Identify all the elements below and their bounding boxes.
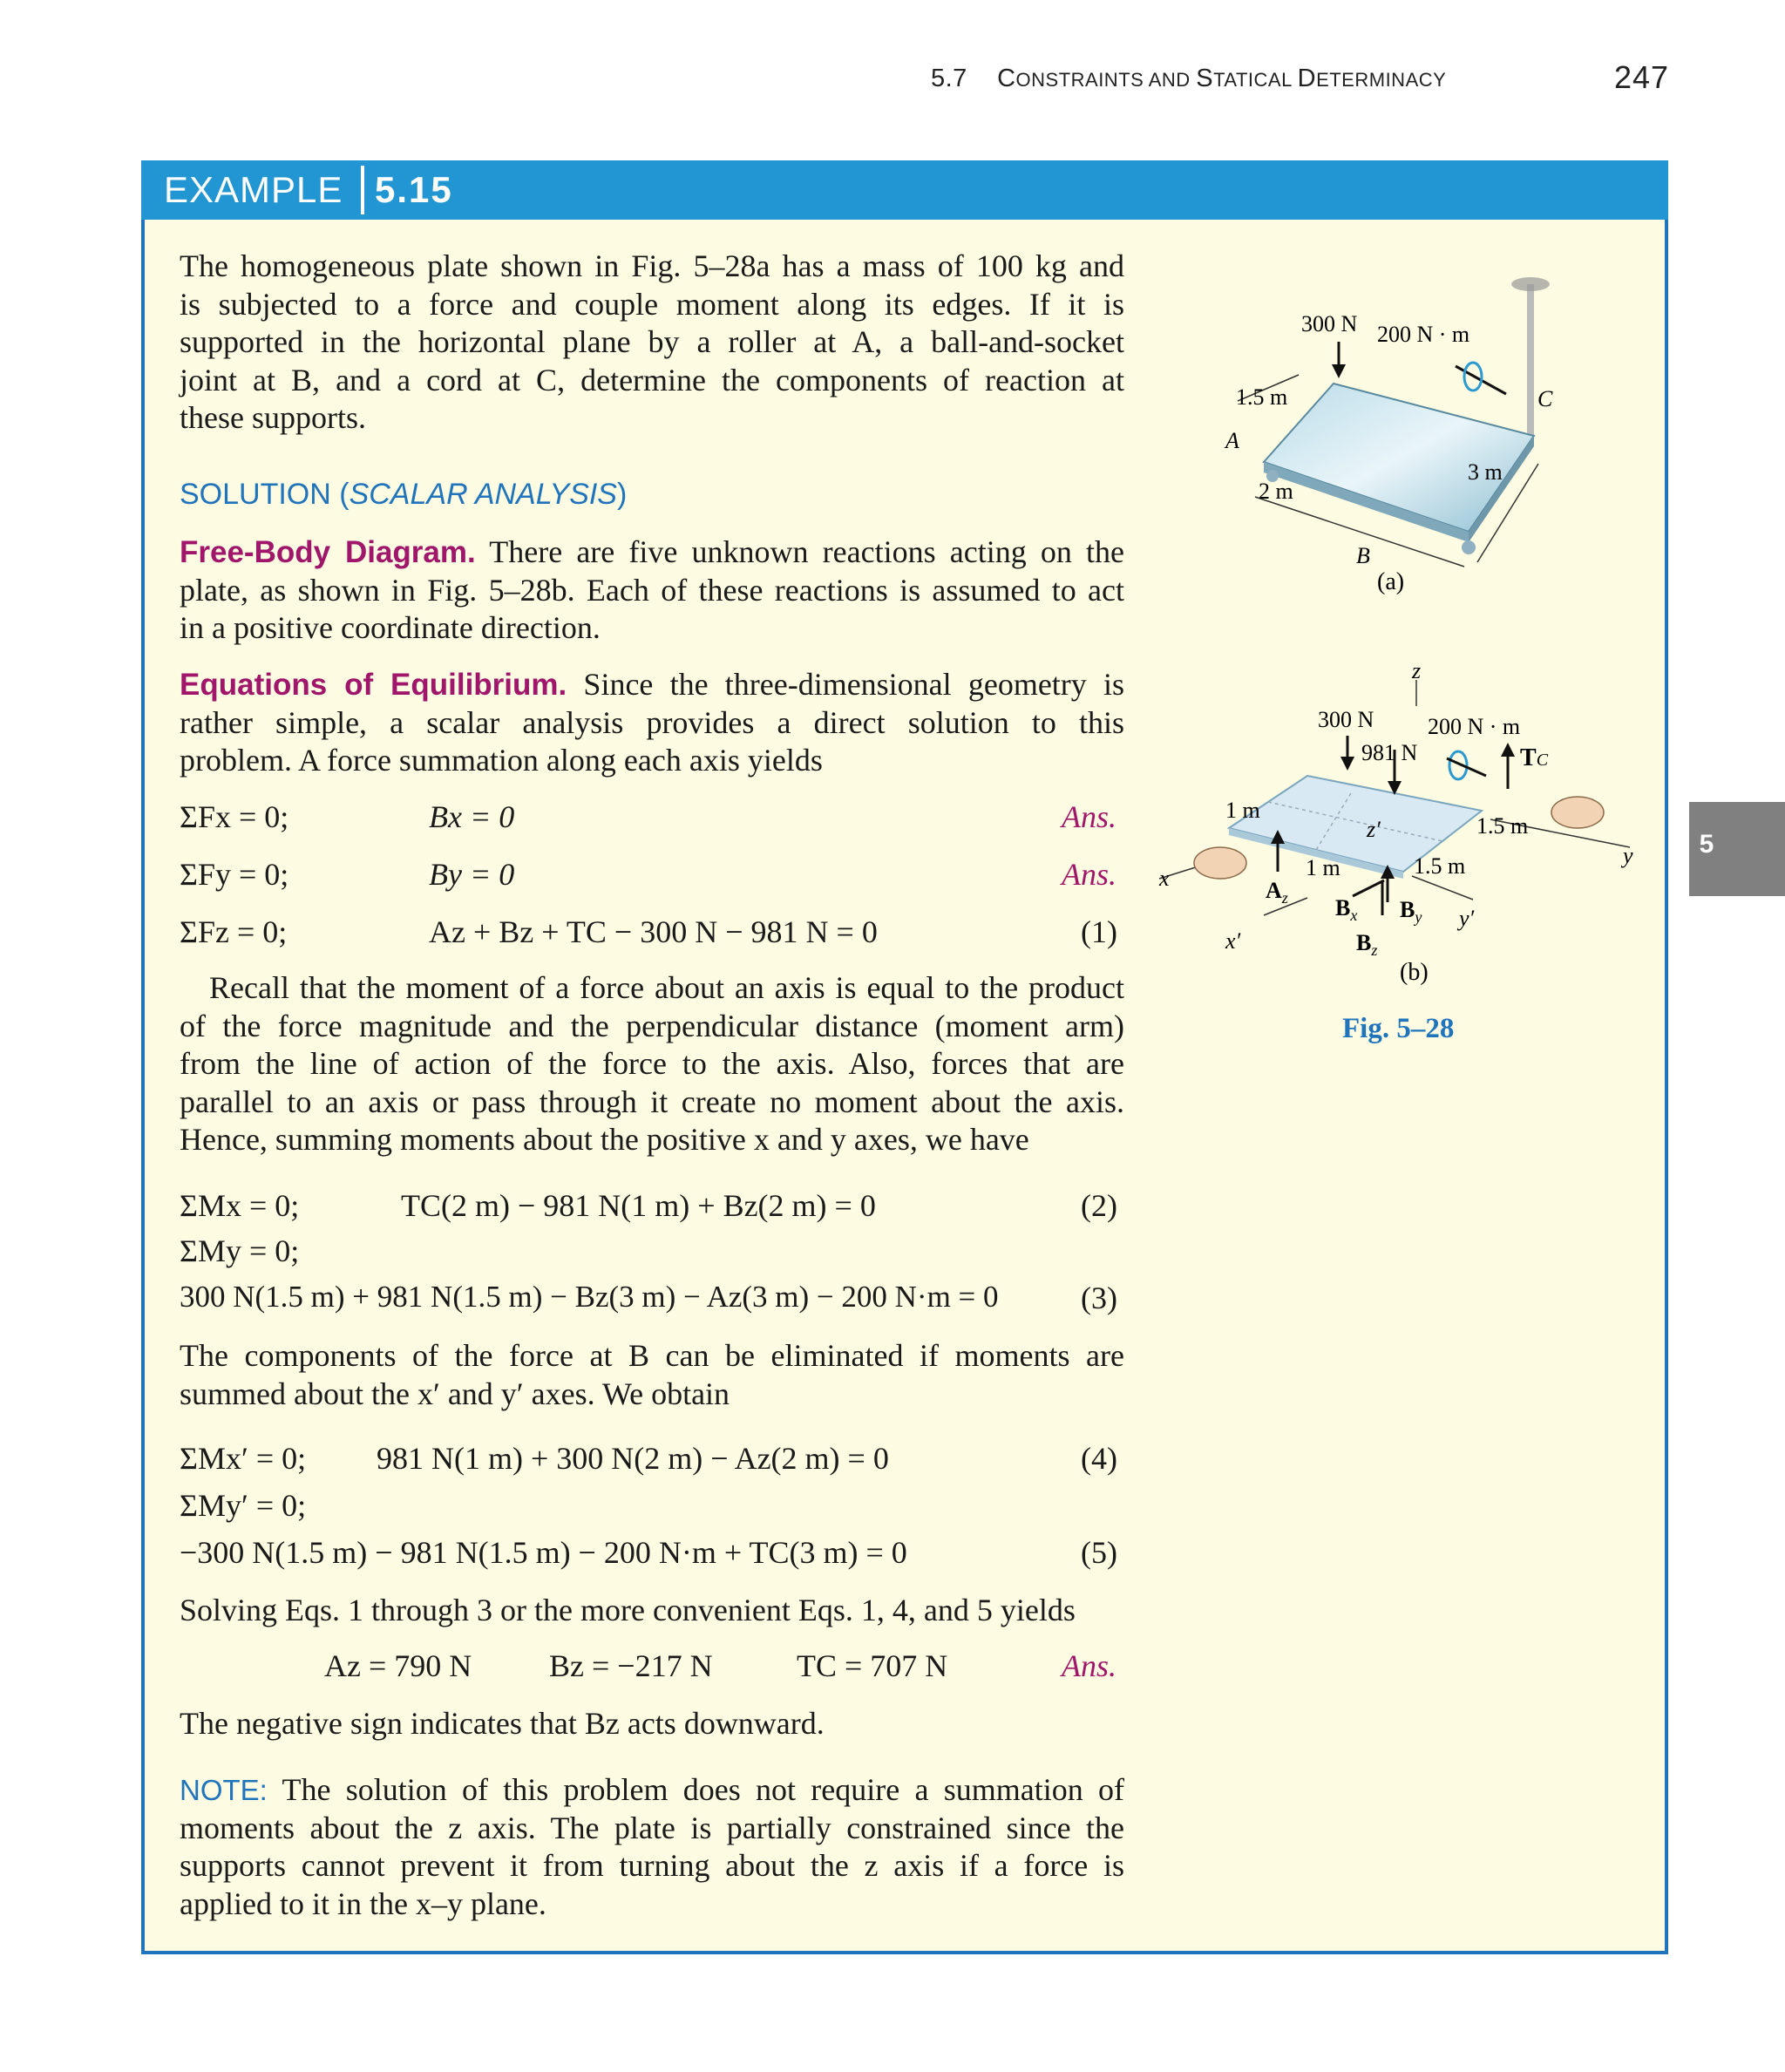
figure-a (1177, 262, 1595, 610)
running-header (931, 65, 1446, 93)
equation-number: (5) (1081, 1535, 1117, 1570)
equation-number: (4) (1081, 1441, 1117, 1476)
label-dim-1-5m: 1.5 m (1414, 853, 1466, 879)
note-line: supports cannot prevent it from turning about the z axis if a force is (180, 1848, 1124, 1883)
label-az: $A_z$ (1266, 878, 1288, 907)
chapter-tab-number: 5 (1699, 830, 1714, 859)
answer-tag: Ans. (1062, 857, 1116, 892)
problem-line: is subjected to a force and couple moment along its edges. If it is (180, 286, 1124, 322)
note-paragraph: NOTE: The solution of this problem does not require a summation of moments about the z axis. The plate is partially constrained since the supports cannot prevent it from turning about the z axis if a force is applied to it in the x–y plane. (180, 1771, 1124, 1923)
recall-line: parallel to an axis or pass through it create no moment about the axis. (180, 1084, 1124, 1119)
label-moment: 200 N · m (1377, 322, 1470, 347)
components-line: The components of the force at B can be eliminated if moments are (180, 1338, 1124, 1373)
force-eq-x-condition: ΣFx = 0; (180, 799, 289, 834)
moment-yprime-equation: −300 N(1.5 m) − 981 N(1.5 m) − 200 N·m + TC(3 m) = 0 (180, 1535, 907, 1570)
figure-a-label: (a) (1377, 568, 1405, 595)
fbd-line: plate, as shown in Fig. 5–28b. Each of these reactions is assumed to act (180, 572, 1124, 608)
figure-caption: Fig. 5–28 (1342, 1013, 1455, 1044)
moment-y-equation: 300 N(1.5 m) + 981 N(1.5 m) − Bz(3 m) − Az(3 m) − 200 N·m = 0 (180, 1280, 999, 1314)
result-tc: TC = 707 N (797, 1648, 948, 1683)
label-bz: $B_z$ (1356, 930, 1378, 959)
section-title: CONSTRAINTS AND STATICAL DETERMINACY (997, 65, 1447, 92)
label-x-prime: x′ (1225, 928, 1241, 954)
problem-line: joint at B, and a cord at C, determine the components of reaction at (180, 362, 1124, 397)
label-moment: 200 N · m (1428, 714, 1521, 739)
force-eq-x: Bx = 0 (429, 799, 515, 834)
components-line: summed about the x′ and y′ axes. We obtain (180, 1376, 730, 1411)
force-eq-y: By = 0 (429, 857, 515, 892)
label-dim-1-5m: 1.5 m (1236, 384, 1288, 410)
fbd-line: in a positive coordinate direction. (180, 610, 601, 645)
label-tension: TC (1520, 744, 1549, 771)
moment-xprime-condition: ΣMx′ = 0; (180, 1441, 307, 1476)
cord-pole (1527, 284, 1534, 441)
negative-sign-note: The negative sign indicates that Bz acts downward. (180, 1706, 825, 1741)
recall-line: from the line of action of the force to the axis. Also, forces that are (180, 1046, 1124, 1081)
label-y-prime: y′ (1459, 906, 1475, 931)
equilibrium-title: Equations of Equilibrium. (180, 668, 567, 702)
fbd-title: Free-Body Diagram. (180, 535, 476, 569)
recall-line: Hence, summing moments about the positive x and y axes, we have (180, 1122, 1029, 1157)
pole-base (1511, 277, 1550, 291)
section-number: 5.7 (931, 65, 967, 92)
recall-line: of the force magnitude and the perpendicular distance (moment arm) (180, 1008, 1124, 1043)
equilibrium-line: problem. A force summation along each axis yields (180, 743, 823, 778)
figure-b (1142, 654, 1647, 1002)
ball-socket-b (1462, 540, 1476, 554)
problem-line: supported in the horizontal plane by a roller at A, a ball-and-socket (180, 324, 1124, 359)
figure-b-label: (b) (1400, 959, 1429, 986)
equation-number: (3) (1081, 1281, 1117, 1315)
chapter-tab (1689, 802, 1785, 896)
tension-arrowhead (1501, 743, 1515, 757)
moment-yprime-condition: ΣMy′ = 0; (180, 1488, 307, 1523)
label-y: y (1623, 843, 1633, 868)
example-number: 5.15 (375, 169, 453, 210)
force-eq-z-condition: ΣFz = 0; (180, 914, 288, 949)
label-981n: 981 N (1361, 740, 1418, 765)
bx-arrow (1353, 880, 1384, 896)
equation-number: (1) (1081, 914, 1117, 949)
moment-y-condition: ΣMy = 0; (180, 1233, 300, 1268)
label-dim-1m: 1 m (1225, 798, 1260, 823)
answer-tag: Ans. (1062, 1648, 1116, 1683)
force-eq-y-condition: ΣFy = 0; (180, 857, 289, 892)
note-line: applied to it in the x–y plane. (180, 1885, 546, 1921)
example-separator (361, 166, 364, 214)
force-eq-z: Az + Bz + TC − 300 N − 981 N = 0 (429, 914, 878, 949)
note-label: NOTE: (180, 1774, 268, 1806)
label-dim-3m: 3 m (1468, 459, 1503, 485)
problem-statement (180, 248, 1124, 438)
example-title-bar (141, 160, 1668, 220)
label-by: $B_y$ (1400, 897, 1422, 926)
label-bx: $B_x$ (1335, 895, 1358, 924)
right-hand-y-icon (1551, 797, 1604, 828)
label-z: z (1412, 658, 1422, 683)
y-prime-axis (1412, 876, 1473, 900)
label-300n: 300 N (1318, 707, 1374, 732)
equation-number: (2) (1081, 1188, 1117, 1223)
example-label: EXAMPLE (164, 169, 343, 210)
moment-x-condition: ΣMx = 0; (180, 1188, 300, 1223)
solving-sentence: Solving Eqs. 1 through 3 or the more convenient Eqs. 1, 4, and 5 yields (180, 1593, 1076, 1627)
label-point-b: B (1356, 543, 1370, 568)
right-hand-x-icon (1194, 847, 1246, 879)
answer-tag: Ans. (1062, 799, 1116, 834)
equilibrium-paragraph: Equations of Equilibrium. Since the three-dimensional geometry is rather simple, a scalar analysis provides a direct solution to this problem. A force summation along each axis yields (180, 666, 1124, 780)
force-300n-arrowhead (1340, 757, 1354, 771)
label-dim-1-5m: 1.5 m (1476, 813, 1529, 839)
result-bz: Bz = −217 N (549, 1648, 713, 1683)
label-dim-2m: 2 m (1259, 479, 1293, 504)
label-point-c: C (1537, 386, 1553, 411)
label-300n: 300 N (1301, 311, 1358, 336)
problem-line: The homogeneous plate shown in Fig. 5–28a has a mass of 100 kg and (180, 248, 1124, 283)
result-az: Az = 790 N (324, 1648, 472, 1683)
label-point-a: A (1225, 428, 1239, 453)
page-number: 247 (1614, 59, 1670, 95)
recall-paragraph (180, 969, 1124, 1159)
note-line: moments about the z axis. The plate is partially constrained since the (180, 1810, 1124, 1845)
force-arrowhead (1332, 364, 1346, 378)
label-dim-1m: 1 m (1306, 855, 1340, 880)
moment-x-equation: TC(2 m) − 981 N(1 m) + Bz(2 m) = 0 (401, 1188, 876, 1223)
moment-xprime-equation: 981 N(1 m) + 300 N(2 m) − Az(2 m) = 0 (377, 1441, 889, 1476)
label-z-prime: z′ (1367, 817, 1381, 842)
components-paragraph (180, 1337, 1124, 1413)
equilibrium-line: rather simple, a scalar analysis provides a direct solution to this (180, 704, 1124, 740)
problem-line: these supports. (180, 400, 366, 435)
fbd-paragraph: Free-Body Diagram. There are five unknown reactions acting on the plate, as shown in Fig. 5–28b. Each of these reactions is assumed to act in a positive coordinate direction. (180, 533, 1124, 648)
recall-line: Recall that the moment of a force about an axis is equal to the product (209, 970, 1124, 1005)
label-x: x (1159, 866, 1170, 891)
solution-heading: SOLUTION (SCALAR ANALYSIS) (180, 478, 628, 511)
